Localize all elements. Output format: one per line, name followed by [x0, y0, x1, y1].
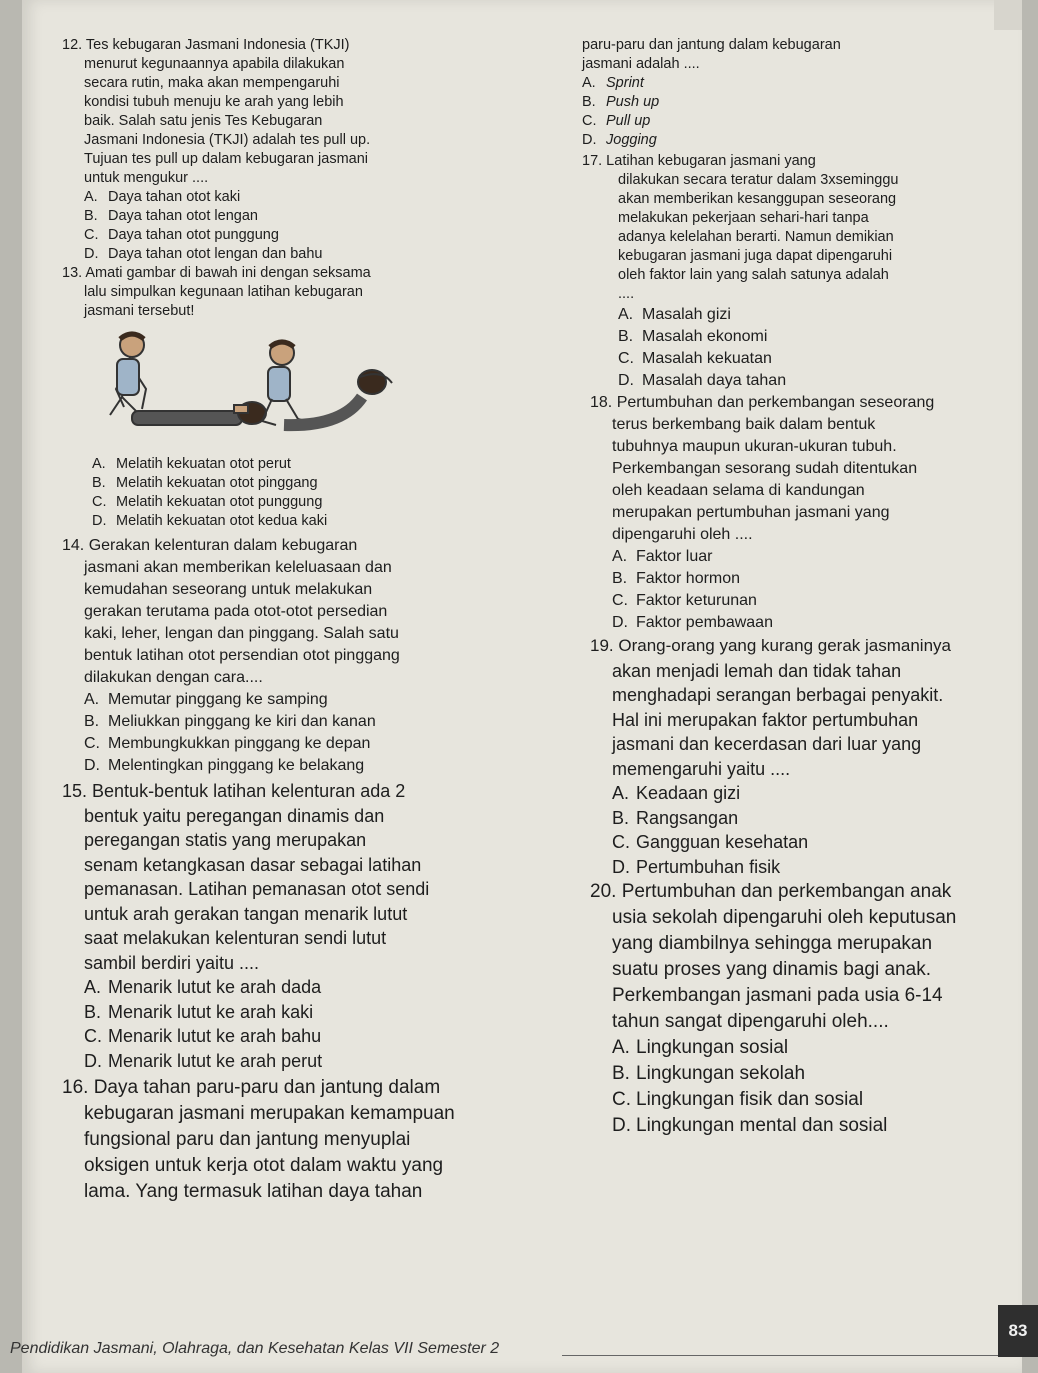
option-letter: B. [582, 94, 596, 110]
question-12-line: Jasmani Indonesia (TKJI) adalah tes pull up. [84, 132, 371, 148]
question-18-options [590, 546, 1012, 634]
option-a [62, 689, 532, 711]
option-c [582, 112, 1012, 131]
question-13-line: 13. Amati gambar di bawah ini dengan seksama [62, 265, 371, 281]
question-15-line: senam ketangkasan dasar sebagai latihan [84, 854, 422, 875]
option-letter: A. [618, 306, 634, 323]
question-16 [62, 1075, 532, 1205]
option-d [62, 512, 532, 531]
option-letter: C. [84, 735, 100, 752]
option-c [618, 348, 1012, 370]
option-text: Memutar pinggang ke samping [108, 691, 328, 708]
option-letter: D. [618, 372, 634, 389]
option-letter: C. [612, 592, 628, 609]
question-16-line: oksigen untuk kerja otot dalam waktu yang [84, 1155, 444, 1176]
question-20-line: tahun sangat dipengaruhi oleh.... [612, 1011, 889, 1032]
option-text: Lingkungan mental dan sosial [636, 1115, 888, 1136]
question-20-line: Perkembangan jasmani pada usia 6-14 [612, 985, 943, 1006]
option-c [62, 493, 532, 512]
option-letter: B. [612, 1063, 630, 1084]
question-16-line: fungsional paru dan jantung menyuplai [84, 1129, 411, 1150]
question-19-line: memengaruhi yaitu .... [612, 758, 791, 779]
option-d [590, 612, 1012, 634]
arched-figure-2 [284, 370, 392, 425]
option-letter: B. [612, 570, 628, 587]
option-c [590, 1087, 1012, 1113]
option-letter: A. [612, 1037, 630, 1058]
question-19 [590, 634, 1012, 879]
question-19-line: menghadapi serangan berbagai penyakit. [612, 685, 944, 705]
option-text: Melatih kekuatan otot kedua kaki [116, 513, 328, 529]
option-text: Masalah kekuatan [642, 350, 772, 367]
option-a [590, 546, 1012, 568]
option-letter: C. [582, 113, 597, 129]
question-18-line: terus berkembang baik dalam bentuk [612, 416, 876, 433]
question-18-line: merupakan pertumbuhan jasmani yang [612, 504, 890, 521]
option-letter: D. [582, 132, 597, 148]
option-c [590, 590, 1012, 612]
option-c [590, 830, 1012, 855]
question-16-continued [552, 36, 1012, 150]
partner-figure-2 [262, 341, 312, 425]
option-text: Melatih kekuatan otot punggung [116, 494, 323, 510]
question-14-line: bentuk latihan otot persendian otot pinggang [84, 647, 400, 664]
option-letter: A. [92, 456, 106, 472]
option-text: Daya tahan otot lengan [108, 208, 258, 224]
question-17 [552, 152, 1012, 304]
option-a [62, 455, 532, 474]
option-b [62, 474, 532, 493]
option-letter: B. [618, 328, 634, 345]
question-20 [590, 879, 1012, 1139]
option-letter: B. [84, 1001, 102, 1022]
question-17-line: oleh faktor lain yang salah satunya adalah [618, 267, 889, 283]
question-17-options [552, 304, 1012, 392]
question-16-line: paru-paru dan jantung dalam kebugaran [582, 37, 841, 53]
question-12-line: Tujuan tes pull up dalam kebugaran jasmani [84, 151, 368, 167]
option-a [590, 781, 1012, 806]
option-text: Jogging [606, 132, 657, 148]
question-20-line: 20. Pertumbuhan dan perkembangan anak [590, 881, 952, 902]
option-letter: A. [612, 783, 630, 803]
question-14-line: 14. Gerakan kelenturan dalam kebugaran [62, 537, 358, 554]
option-text: Menarik lutut ke arah perut [108, 1050, 323, 1071]
question-20-line: suatu proses yang dinamis bagi anak. [612, 959, 931, 980]
option-text: Daya tahan otot punggung [108, 227, 279, 243]
question-12-line: untuk mengukur .... [84, 170, 209, 186]
question-19-line: jasmani dan kecerdasan dari luar yang [612, 734, 922, 754]
option-text: Faktor keturunan [636, 592, 757, 609]
option-letter: D. [84, 757, 100, 774]
question-17-line: melakukan pekerjaan sehari-hari tanpa [618, 210, 869, 226]
exercise-illustration [62, 327, 532, 447]
option-b [590, 806, 1012, 831]
option-b [618, 326, 1012, 348]
option-text: Pull up [606, 113, 651, 129]
option-text: Melatih kekuatan otot perut [116, 456, 291, 472]
question-14-line: dilakukan dengan cara.... [84, 669, 263, 686]
option-letter: C. [84, 1026, 102, 1046]
option-letter: D. [612, 856, 630, 877]
question-17-line: dilakukan secara teratur dalam 3xseminggu [618, 172, 899, 188]
option-a [582, 74, 1012, 93]
option-letter: D. [84, 246, 99, 262]
option-letter: B. [84, 713, 100, 730]
option-text: Menarik lutut ke arah kaki [108, 1001, 314, 1022]
question-16-line: jasmani adalah .... [582, 56, 700, 72]
question-14-line: jasmani akan memberikan keleluasaan dan [84, 559, 392, 576]
option-text: Push up [606, 94, 660, 110]
option-letter: D. [612, 1115, 631, 1136]
option-b [590, 568, 1012, 590]
question-12-line: secara rutin, maka akan mempengaruhi [84, 75, 340, 91]
question-14 [62, 535, 532, 777]
book-title: Pendidikan Jasmani, Olahraga, dan Kesehatan Kelas VII Semester 2 [10, 1340, 500, 1357]
option-text: Gangguan kesehatan [636, 832, 809, 852]
question-12-line: 12. Tes kebugaran Jasmani Indonesia (TKJI) [62, 37, 350, 53]
partner-figure-1 [110, 333, 157, 417]
question-15-options [62, 975, 532, 1073]
question-12-line: menurut kegunaannya apabila dilakukan [84, 56, 345, 72]
page-number: 83 [998, 1305, 1038, 1357]
footer-rule [562, 1355, 1002, 1356]
option-text: Masalah gizi [642, 306, 731, 323]
option-b [590, 1061, 1012, 1087]
option-b [62, 711, 532, 733]
question-12-options [62, 188, 532, 264]
option-b [62, 207, 532, 226]
option-letter: C. [618, 350, 634, 367]
option-text: Sprint [606, 75, 644, 91]
option-letter: C. [612, 832, 630, 852]
option-b [62, 1000, 532, 1025]
option-letter: A. [84, 691, 100, 708]
option-c [62, 1024, 532, 1049]
question-15-line: pemanasan. Latihan pemanasan otot sendi [84, 879, 430, 899]
option-d [62, 245, 532, 264]
option-text: Melentingkan pinggang ke belakang [108, 757, 365, 774]
option-letter: C. [612, 1089, 631, 1110]
question-17-line: 17. Latihan kebugaran jasmani yang [582, 153, 816, 169]
question-12 [62, 36, 532, 264]
question-18-line: tubuhnya maupun ukuran-ukuran tubuh. [612, 438, 897, 455]
option-d [62, 755, 532, 777]
question-17-line: kebugaran jasmani juga dapat dipengaruhi [618, 248, 893, 264]
option-text: Menarik lutut ke arah dada [108, 977, 322, 997]
option-text: Daya tahan otot lengan dan bahu [108, 246, 323, 262]
option-text: Daya tahan otot kaki [108, 189, 241, 205]
option-a [62, 188, 532, 207]
question-14-options [62, 689, 532, 777]
option-d [582, 131, 1012, 150]
question-19-options [590, 781, 1012, 879]
question-13-line: lalu simpulkan kegunaan latihan kebugaran [84, 284, 363, 300]
option-letter: A. [582, 75, 596, 91]
question-12-line: kondisi tubuh menuju ke arah yang lebih [84, 94, 344, 110]
question-18-line: dipengaruhi oleh .... [612, 526, 753, 543]
question-15-line: untuk arah gerakan tangan menarik lutut [84, 903, 408, 924]
question-19-line: 19. Orang-orang yang kurang gerak jasmaninya [590, 636, 951, 655]
option-text: Keadaan gizi [636, 783, 741, 803]
question-18-line: Perkembangan sesorang sudah ditentukan [612, 460, 918, 477]
question-19-line: akan menjadi lemah dan tidak tahan [612, 660, 902, 681]
question-20-line: usia sekolah dipengaruhi oleh keputusan [612, 907, 957, 928]
question-16-line: 16. Daya tahan paru-paru dan jantung dalam [62, 1077, 441, 1098]
question-17-line: akan memberikan kesanggupan seseorang [618, 191, 897, 207]
question-16-line: kebugaran jasmani merupakan kemampuan [84, 1103, 455, 1124]
option-letter: B. [92, 475, 106, 491]
option-d [590, 1113, 1012, 1139]
lying-figure-1 [132, 402, 266, 425]
question-15-line: 15. Bentuk-bentuk latihan kelenturan ada 2 [62, 781, 406, 801]
option-c [62, 226, 532, 245]
question-15-line: bentuk yaitu peregangan dinamis dan [84, 805, 385, 826]
option-text: Lingkungan sosial [636, 1037, 789, 1058]
option-d [590, 855, 1012, 880]
option-letter: C. [84, 227, 99, 243]
option-letter: A. [84, 189, 98, 205]
option-text: Masalah daya tahan [642, 372, 787, 389]
option-d [618, 370, 1012, 392]
option-a [618, 304, 1012, 326]
question-12-line: baik. Salah satu jenis Tes Kebugaran [84, 113, 323, 129]
question-15 [62, 779, 532, 1073]
option-text: Lingkungan sekolah [636, 1063, 806, 1084]
page-edge [994, 0, 1022, 30]
question-18 [590, 392, 1012, 634]
question-13-options [62, 455, 532, 531]
question-13 [62, 264, 532, 531]
left-column [62, 36, 532, 1205]
option-text: Membungkukkan pinggang ke depan [108, 735, 371, 752]
option-a [590, 1035, 1012, 1061]
option-letter: B. [612, 807, 630, 828]
question-17-line: .... [618, 286, 635, 302]
option-b [582, 93, 1012, 112]
option-letter: D. [612, 614, 628, 631]
option-c [62, 733, 532, 755]
question-18-line: 18. Pertumbuhan dan perkembangan seseorang [590, 394, 935, 411]
question-16-options [582, 74, 1012, 150]
option-d [62, 1049, 532, 1074]
option-text: Pertumbuhan fisik [636, 856, 781, 877]
option-text: Menarik lutut ke arah bahu [108, 1026, 322, 1046]
option-text: Meliukkan pinggang ke kiri dan kanan [108, 713, 376, 730]
option-text: Lingkungan fisik dan sosial [636, 1089, 864, 1110]
option-letter: C. [92, 494, 107, 510]
question-15-line: peregangan statis yang merupakan [84, 830, 367, 850]
option-letter: B. [84, 208, 98, 224]
question-20-options [590, 1035, 1012, 1139]
option-text: Faktor luar [636, 548, 713, 565]
question-17-line: adanya kelelahan berarti. Namun demikian [618, 229, 894, 245]
question-14-line: kaki, leher, lengan dan pinggang. Salah satu [84, 625, 399, 642]
option-text: Faktor hormon [636, 570, 741, 587]
question-15-line: sambil berdiri yaitu .... [84, 952, 260, 973]
option-text: Faktor pembawaan [636, 614, 773, 631]
worksheet-page [22, 0, 1022, 1373]
question-17-options-block [552, 304, 1012, 392]
question-14-line: kemudahan seseorang untuk melakukan [84, 581, 373, 598]
option-letter: A. [612, 548, 628, 565]
question-16-line: lama. Yang termasuk latihan daya tahan [84, 1181, 423, 1202]
option-text: Melatih kekuatan otot pinggang [116, 475, 318, 491]
option-a [62, 975, 532, 1000]
option-letter: A. [84, 977, 102, 997]
back-exercise-figure-icon [62, 327, 422, 447]
question-13-line: jasmani tersebut! [84, 303, 195, 319]
option-text: Rangsangan [636, 807, 739, 828]
option-text: Masalah ekonomi [642, 328, 768, 345]
right-column [552, 36, 1012, 1139]
option-letter: D. [92, 513, 107, 529]
question-19-line: Hal ini merupakan faktor pertumbuhan [612, 709, 919, 730]
option-letter: D. [84, 1050, 102, 1071]
question-14-line: gerakan terutama pada otot-otot persedian [84, 603, 388, 620]
question-18-line: oleh keadaan selama di kandungan [612, 482, 865, 499]
question-15-line: saat melakukan kelenturan sendi lutut [84, 928, 387, 948]
question-20-line: yang diambilnya sehingga merupakan [612, 933, 933, 954]
